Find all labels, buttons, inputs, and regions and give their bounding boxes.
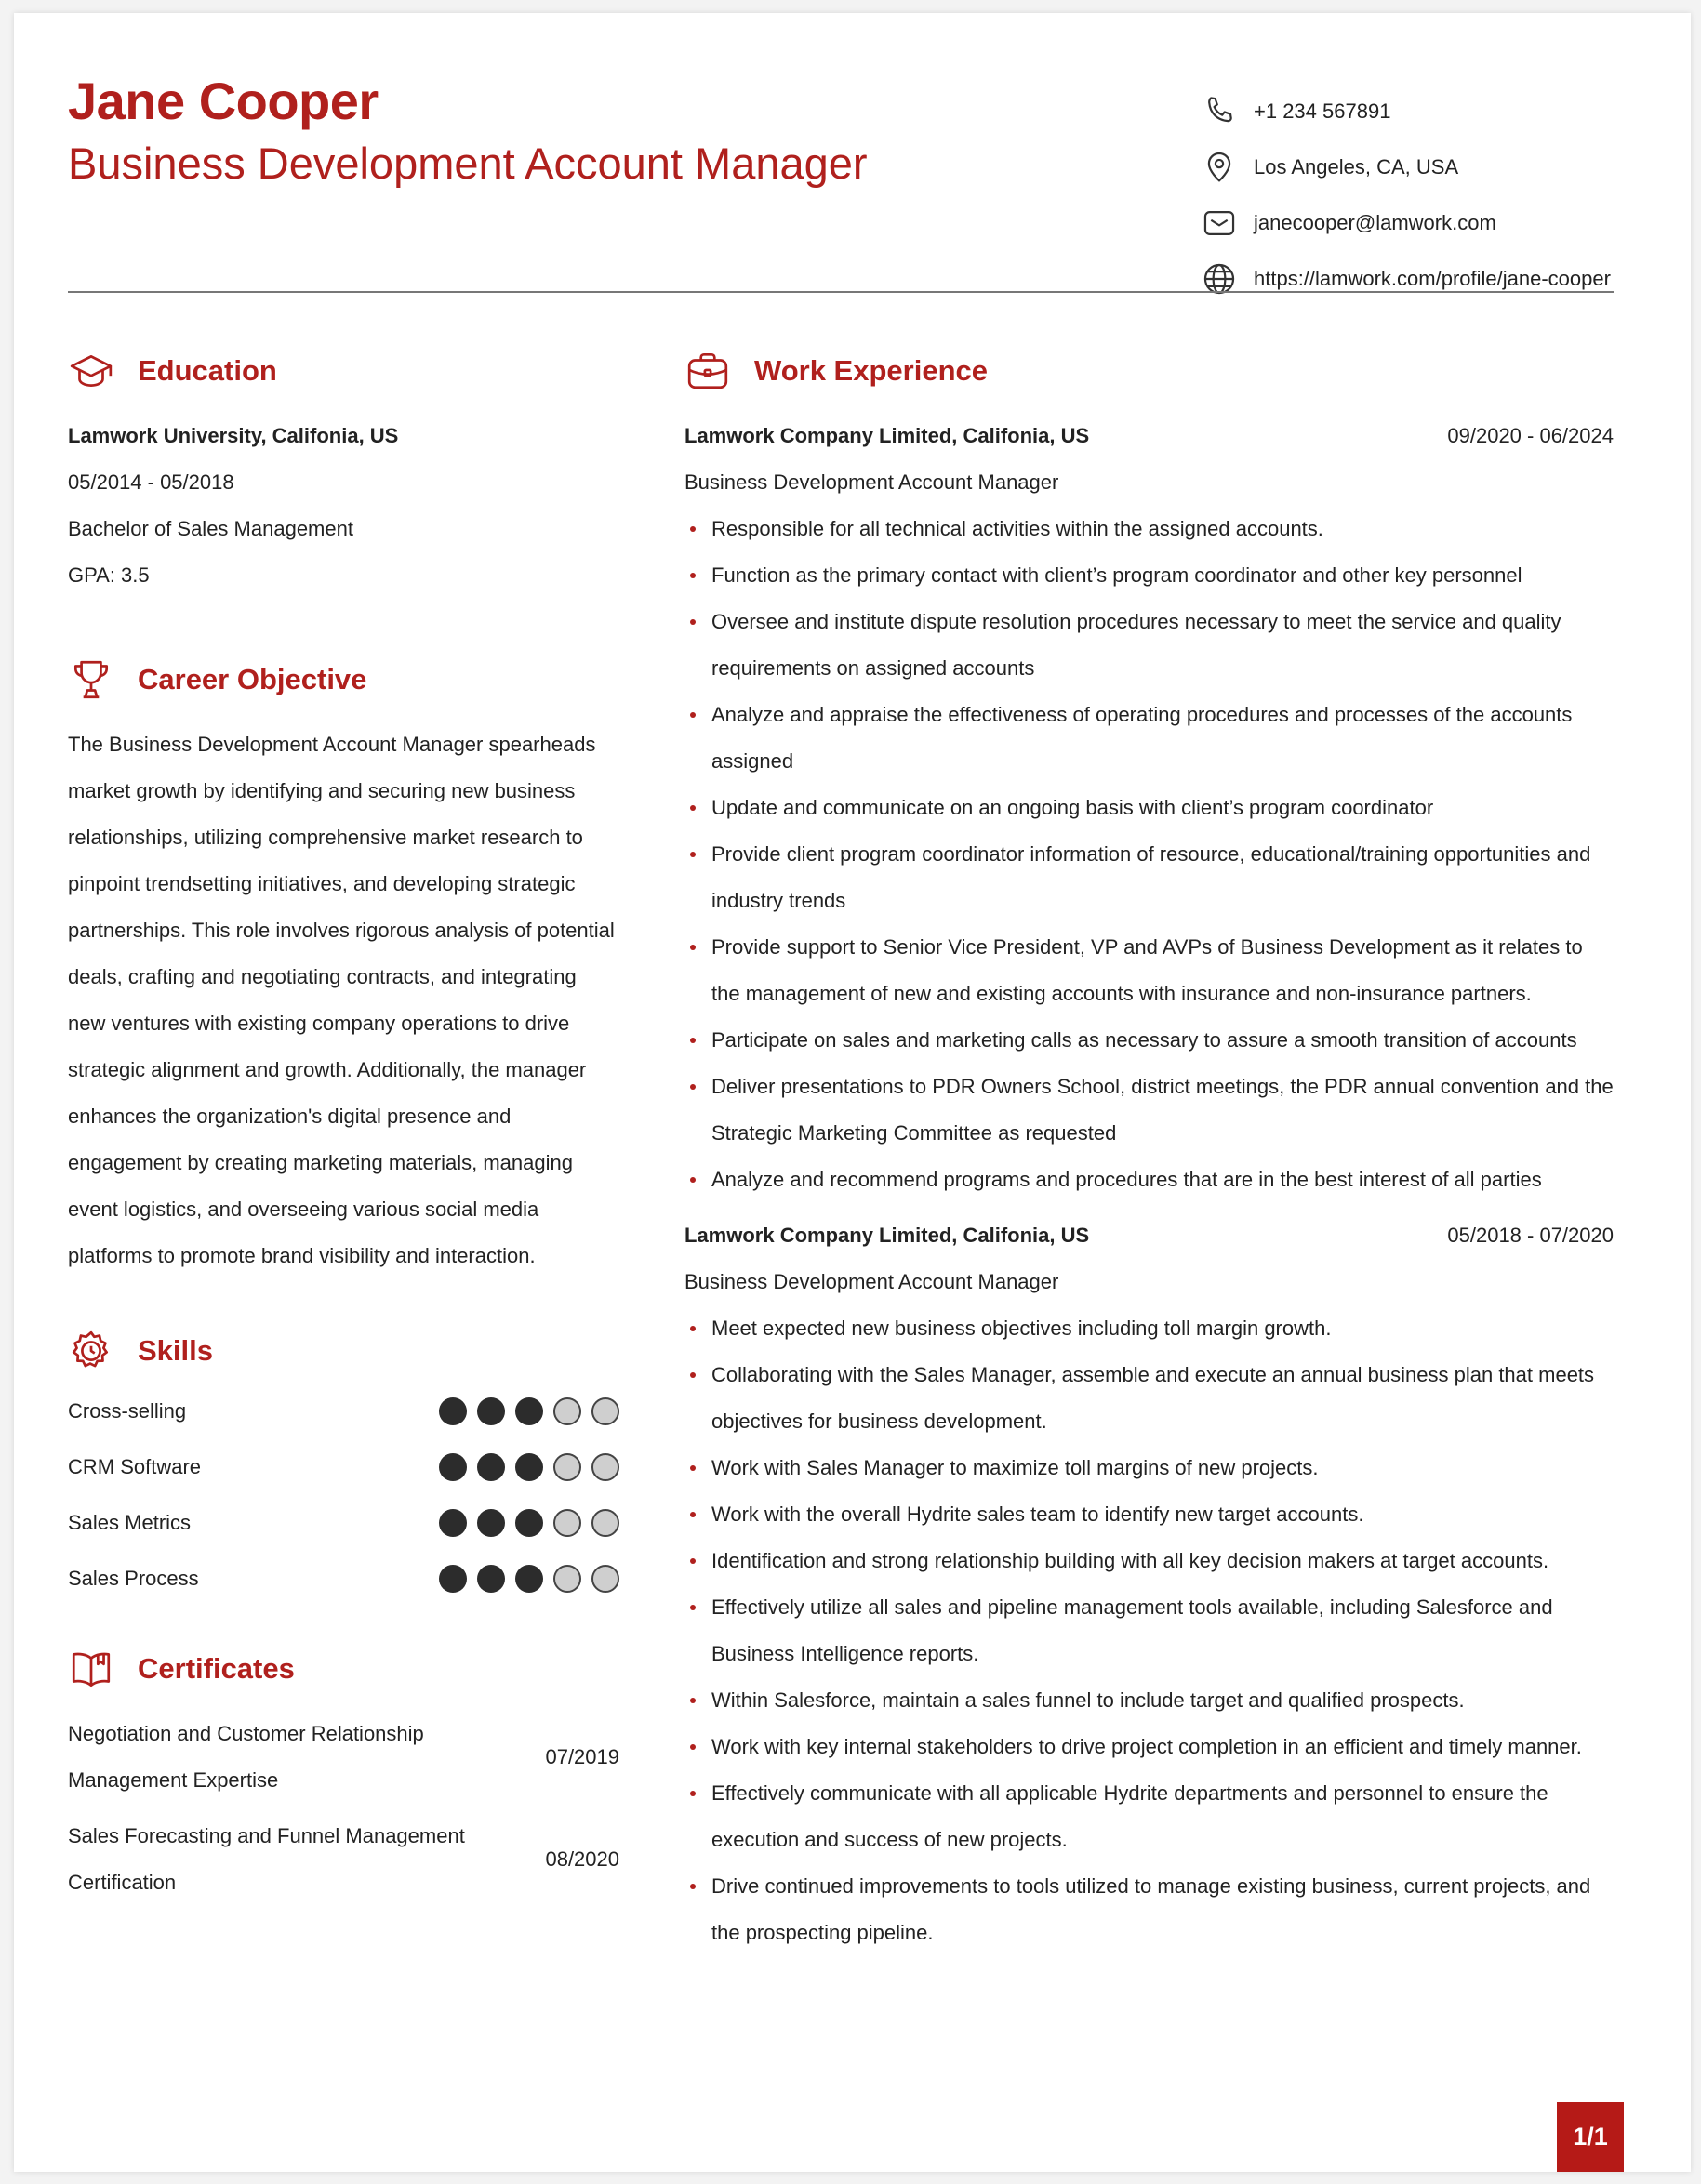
skills-section (68, 1328, 619, 1607)
right-column (684, 348, 1614, 1956)
job-bullet: Function as the primary contact with client’s program coordinator and other key personnel (684, 552, 1614, 599)
left-column (68, 348, 619, 1915)
header-divider (68, 291, 1614, 293)
contact-location (1202, 139, 1611, 195)
skill-dot-filled (477, 1509, 505, 1537)
job-bullets (684, 1305, 1614, 1956)
skill-name: Sales Metrics (68, 1511, 192, 1534)
certificate-date: 07/2019 (545, 1745, 619, 1768)
skill-dot-empty (591, 1397, 619, 1425)
contact-website (1202, 251, 1611, 307)
education-section (68, 348, 619, 599)
contact-list (1202, 84, 1611, 307)
job-bullet: Work with key internal stakeholders to drive project completion in an efficient and timely manner. (684, 1724, 1614, 1770)
work-title: Work Experience (754, 354, 988, 387)
skills-header (68, 1328, 619, 1374)
education-title: Education (138, 354, 277, 387)
job-bullet: Meet expected new business objectives including toll margin growth. (684, 1305, 1614, 1352)
education-dates: 05/2014 - 05/2018 (68, 470, 234, 494)
resume-page (14, 13, 1691, 2172)
job-bullet: Oversee and institute dispute resolution procedures necessary to meet the service and quality requirements on assigned accounts (684, 599, 1614, 692)
candidate-name: Jane Cooper (68, 72, 379, 130)
job-dates: 09/2020 - 06/2024 (1447, 424, 1614, 447)
job-bullet: Work with the overall Hydrite sales team to identify new target accounts. (684, 1491, 1614, 1538)
job-bullet: Deliver presentations to PDR Owners School, district meetings, the PDR annual convention and the Strategic Marketing Committee as requested (684, 1064, 1614, 1157)
trophy-icon (68, 656, 114, 703)
skill-dot-filled (515, 1565, 543, 1593)
job-bullet: Analyze and recommend programs and procedures that are in the best interest of all parties (684, 1157, 1614, 1203)
skill-row (68, 1551, 619, 1607)
skill-dot-empty (591, 1565, 619, 1593)
skill-dot-filled (439, 1509, 467, 1537)
certificate-name: Negotiation and Customer Relationship Management Expertise (68, 1722, 424, 1792)
job-company: Lamwork Company Limited, Califonia, US (684, 1224, 1090, 1247)
skill-rating (439, 1565, 619, 1593)
objective-section (68, 656, 619, 1279)
contact-website-text: https://lamwork.com/profile/jane-cooper (1254, 267, 1611, 290)
certificate-name: Sales Forecasting and Funnel Management Certification (68, 1824, 465, 1894)
skill-dot-filled (439, 1397, 467, 1425)
phone-icon (1202, 94, 1237, 129)
job-bullet: Collaborating with the Sales Manager, assemble and execute an annual business plan that meets objectives for business development. (684, 1352, 1614, 1445)
skill-dot-filled (477, 1453, 505, 1481)
graduation-cap-icon (68, 348, 114, 394)
objective-title: Career Objective (138, 663, 367, 695)
job-bullet: Provide client program coordinator information of resource, educational/training opportunities and industry trends (684, 831, 1614, 924)
education-degree: Bachelor of Sales Management (68, 517, 353, 540)
job-bullet: Effectively utilize all sales and pipeline management tools available, including Salesforce and Business Intelligence reports. (684, 1584, 1614, 1677)
skill-dot-empty (591, 1453, 619, 1481)
skill-dot-filled (515, 1453, 543, 1481)
candidate-role: Business Development Account Manager (68, 139, 868, 188)
job-bullet: Provide support to Senior Vice President, VP and AVPs of Business Development as it relates to the management of new and existing accounts with insurance and non-insurance partners. (684, 924, 1614, 1017)
job-bullet: Participate on sales and marketing calls as necessary to assure a smooth transition of accounts (684, 1017, 1614, 1064)
job-position: Business Development Account Manager (684, 1270, 1059, 1293)
objective-text: The Business Development Account Manager spearheads market growth by identifying and securing new business relationships, utilizing comprehensive market research to pinpoint trendsetting initiatives, and developing strategic partnerships. This role involves rigorous analysis of potential deals, crafting and negotiating contracts, and integrating new ventures with existing company operations to drive strategic alignment and growth. Additionally, the manager enhances the organization's digital presence and engagement by creating marketing materials, managing event logistics, and overseeing various social media platforms to promote brand visibility and interaction. (68, 733, 615, 1267)
certificates-header (68, 1646, 619, 1692)
skill-dot-filled (477, 1397, 505, 1425)
certificate-item (68, 1711, 619, 1804)
location-icon (1202, 150, 1237, 185)
education-header (68, 348, 619, 394)
skill-dot-empty (553, 1397, 581, 1425)
education-gpa: GPA: 3.5 (68, 563, 150, 587)
skill-dot-empty (553, 1453, 581, 1481)
job-company: Lamwork Company Limited, Califonia, US (684, 424, 1090, 447)
contact-phone (1202, 84, 1611, 139)
contact-phone-text: +1 234 567891 (1254, 99, 1391, 123)
skill-dot-filled (515, 1397, 543, 1425)
job-bullet: Update and communicate on an ongoing basis with client’s program coordinator (684, 785, 1614, 831)
skill-name: CRM Software (68, 1455, 202, 1478)
skill-row (68, 1383, 619, 1439)
skill-dot-empty (591, 1509, 619, 1537)
skill-name: Cross-selling (68, 1399, 187, 1423)
skill-dot-empty (553, 1565, 581, 1593)
job-bullet: Responsible for all technical activities within the assigned accounts. (684, 506, 1614, 552)
job-entry (684, 413, 1614, 1203)
job-bullet: Analyze and appraise the effectiveness of operating procedures and processes of the accounts assigned (684, 692, 1614, 785)
briefcase-icon (684, 348, 731, 394)
objective-header (68, 656, 619, 703)
contact-location-text: Los Angeles, CA, USA (1254, 155, 1459, 179)
skills-list (68, 1383, 619, 1607)
skill-dot-filled (439, 1565, 467, 1593)
job-bullet: Identification and strong relationship building with all key decision makers at target accounts. (684, 1538, 1614, 1584)
email-icon (1202, 205, 1237, 241)
job-bullet: Within Salesforce, maintain a sales funnel to include target and qualified prospects. (684, 1677, 1614, 1724)
contact-email-text: janecooper@lamwork.com (1254, 211, 1496, 234)
job-bullet: Effectively communicate with all applicable Hydrite departments and personnel to ensure the execution and success of new projects. (684, 1770, 1614, 1863)
job-position: Business Development Account Manager (684, 470, 1059, 494)
skills-title: Skills (138, 1334, 213, 1367)
job-header (684, 1212, 1614, 1259)
skill-row (68, 1439, 619, 1495)
job-bullet: Work with Sales Manager to maximize toll margins of new projects. (684, 1445, 1614, 1491)
skill-rating (439, 1453, 619, 1481)
skill-dot-empty (553, 1509, 581, 1537)
certificates-section (68, 1646, 619, 1906)
certificate-date: 08/2020 (545, 1847, 619, 1871)
skill-dot-filled (515, 1509, 543, 1537)
job-dates: 05/2018 - 07/2020 (1447, 1224, 1614, 1247)
job-bullet: Drive continued improvements to tools utilized to manage existing business, current projects, and the prospecting pipeline. (684, 1863, 1614, 1956)
skill-dot-filled (439, 1453, 467, 1481)
skill-row (68, 1495, 619, 1551)
skill-name: Sales Process (68, 1567, 199, 1590)
skill-rating (439, 1397, 619, 1425)
skill-rating (439, 1509, 619, 1537)
page-indicator: 1/1 (1557, 2102, 1624, 2172)
job-entry (684, 1212, 1614, 1956)
job-header (684, 413, 1614, 459)
work-header (684, 348, 1614, 394)
job-bullets (684, 506, 1614, 1203)
book-icon (68, 1646, 114, 1692)
certificate-item (68, 1813, 619, 1906)
skill-dot-filled (477, 1565, 505, 1593)
gear-clock-icon (68, 1328, 114, 1374)
education-school: Lamwork University, Califonia, US (68, 424, 399, 447)
certificates-title: Certificates (138, 1652, 295, 1685)
contact-email (1202, 195, 1611, 251)
